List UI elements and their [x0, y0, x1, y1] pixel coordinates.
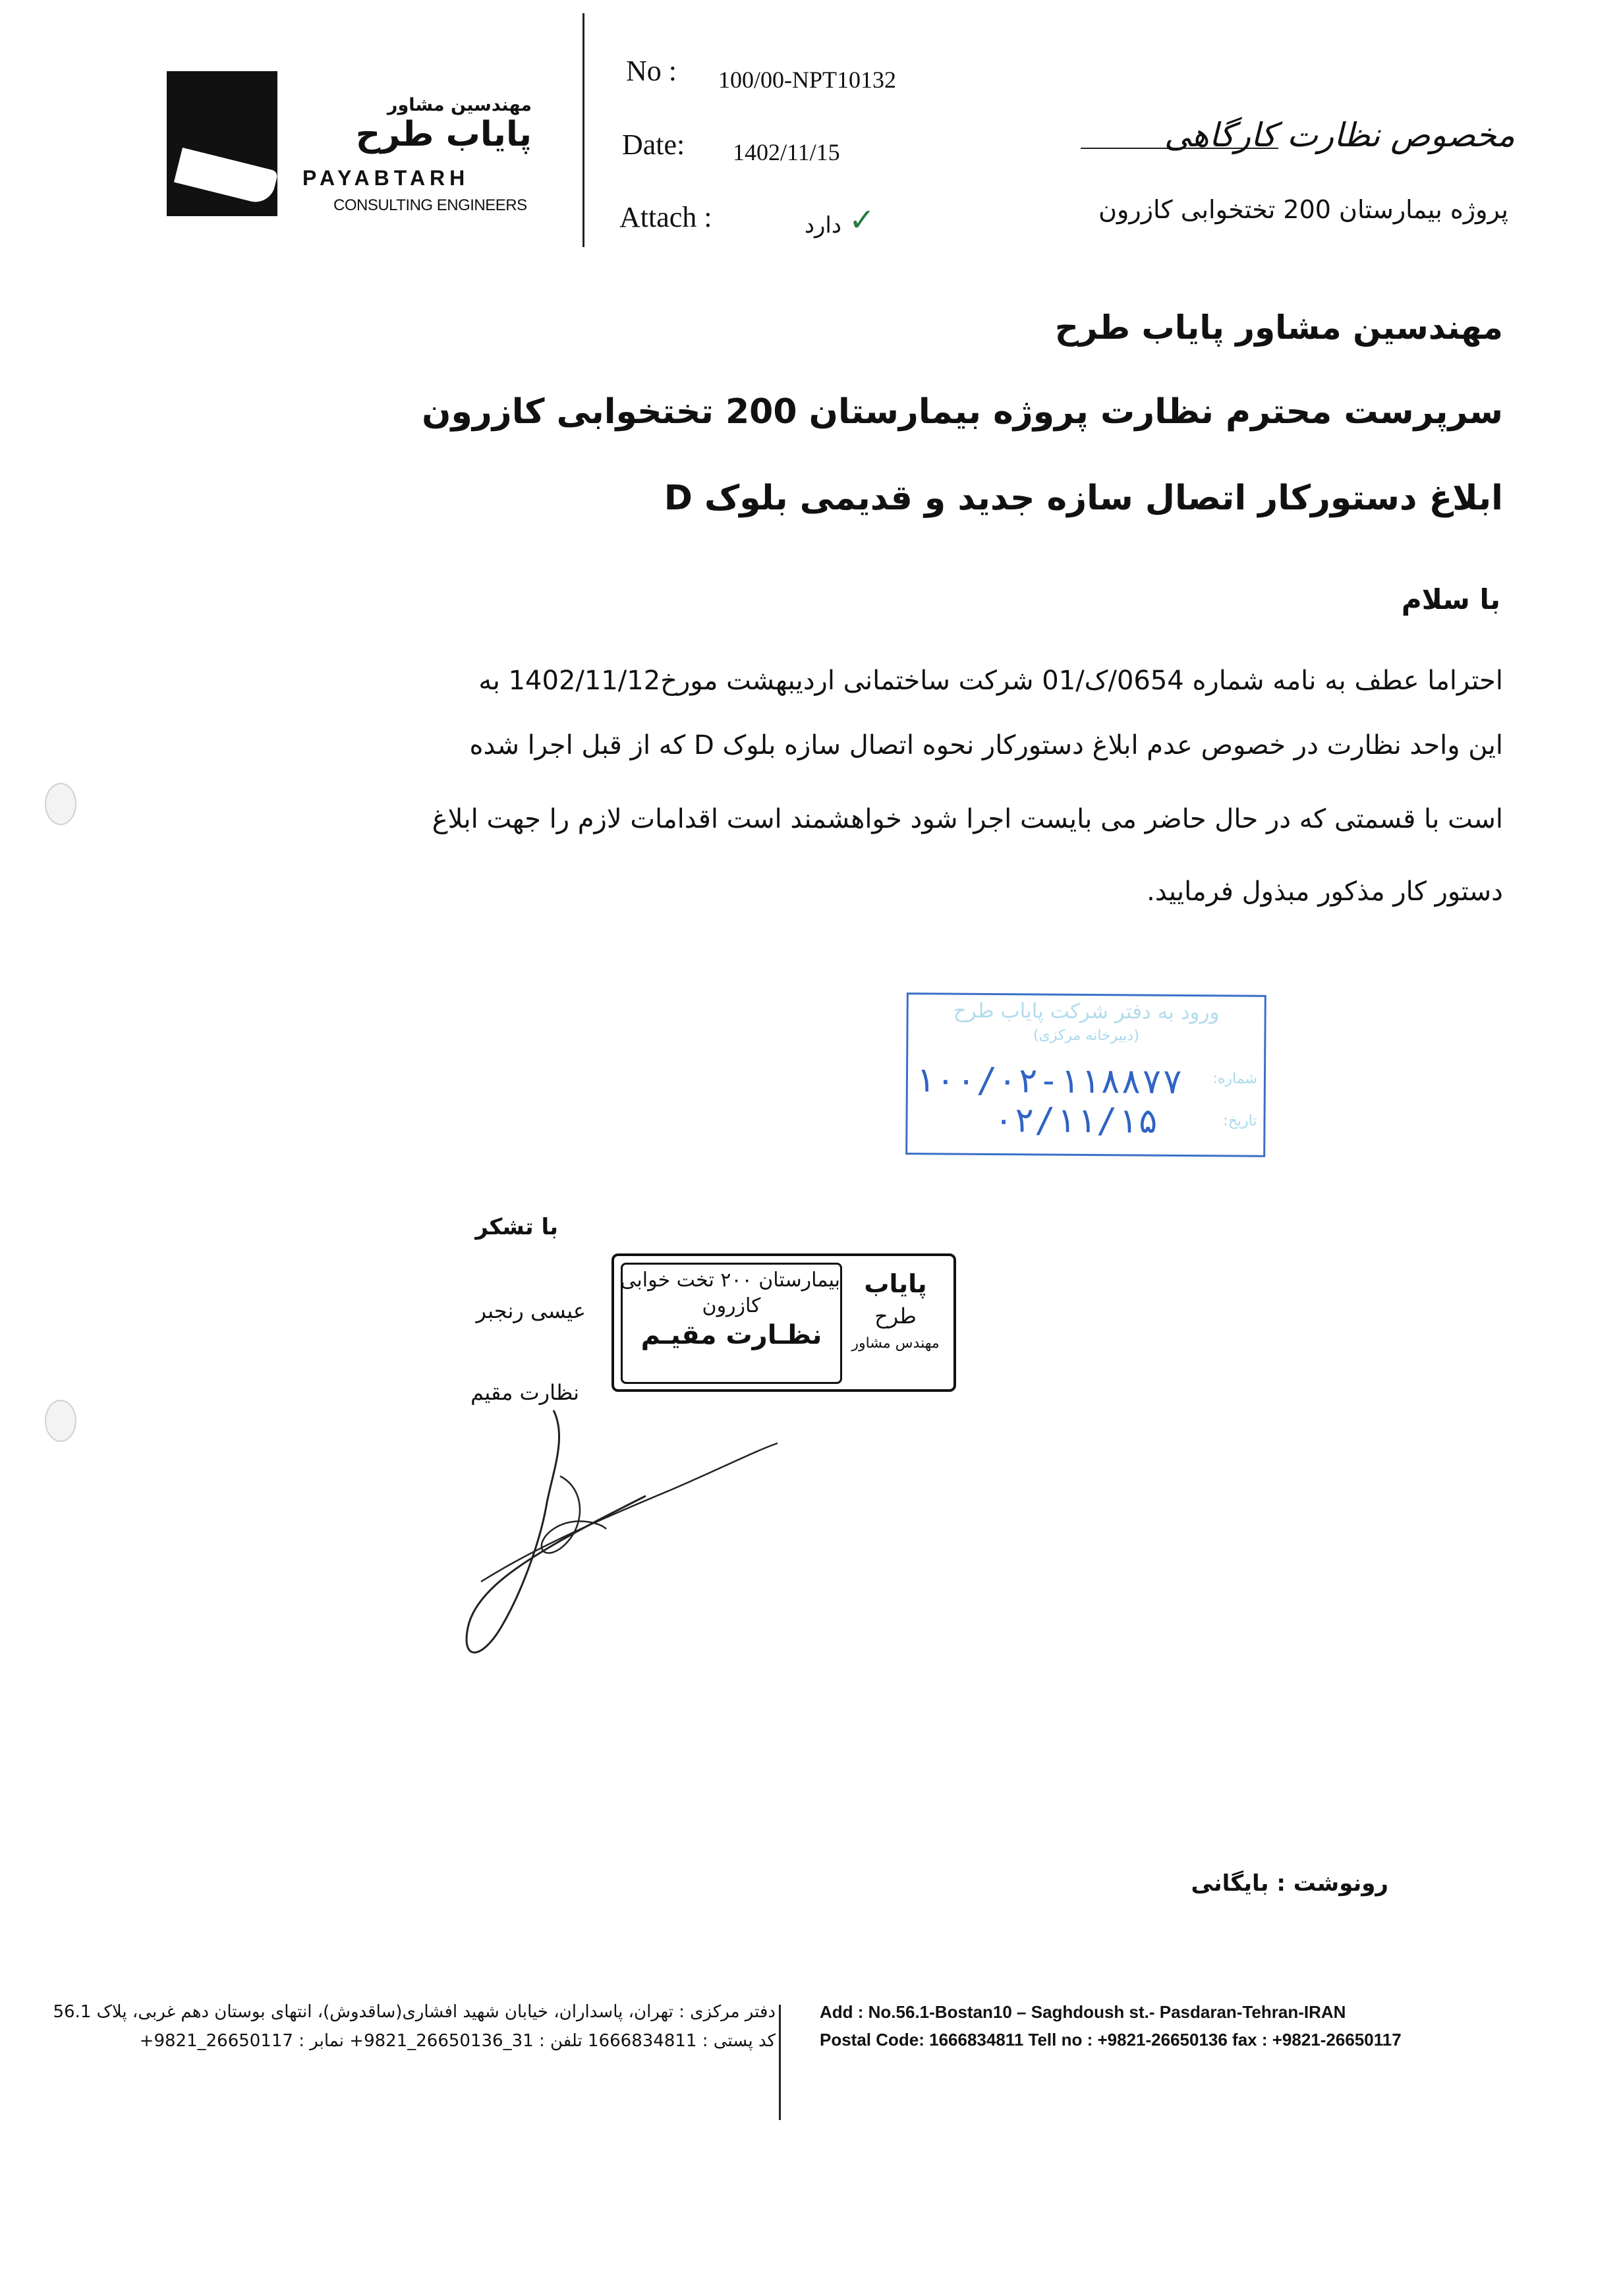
logo-tagline: CONSULTING ENGINEERS: [333, 196, 527, 214]
stamp-company-1: پایاب: [864, 1269, 927, 1298]
receipt-stamp: [905, 992, 1266, 1157]
stamp-company-3: مهندس مشاور: [851, 1335, 940, 1352]
stamp-company-2: طرح: [874, 1304, 917, 1329]
receipt-date: ۰۲/۱۱/۱۵: [993, 1101, 1159, 1141]
receipt-stamp-subtitle: (دبیرخانه مرکزی): [1033, 1027, 1139, 1045]
body-line: دستور کار مذکور مبذول فرمایید.: [1147, 876, 1503, 907]
binder-hole: [45, 1400, 76, 1442]
subject: ابلاغ دستورکار اتصال سازه جدید و قدیمی بلوک D: [664, 478, 1503, 518]
signer-name: عیسی رنجبر: [476, 1298, 586, 1323]
body-line: است با قسمتی که در حال حاضر می بایست اجرا شود خواهشمند است اقدامات لازم را جهت ابلاغ: [432, 804, 1503, 834]
stamp-line-1: بیمارستان ۲۰۰ تخت خوابی: [620, 1269, 840, 1292]
binder-hole: [45, 783, 76, 825]
receipt-date-label: تاریخ:: [1223, 1112, 1257, 1130]
closing-thanks: با تشکر: [475, 1214, 558, 1240]
supervision-stamp-company: [846, 1263, 945, 1380]
check-icon: ✓: [849, 202, 876, 239]
company-logo-mark: [167, 71, 277, 216]
stamp-line-2: کازرون: [702, 1294, 761, 1317]
logo-name-en: PAYABTARH: [302, 166, 470, 190]
receipt-stamp-title: ورود به دفتر شرکت پایاب طرح: [953, 998, 1220, 1025]
footer-contact-en: Postal Code: 1666834811 Tell no : +9821-26650136 fax : +9821-26650117: [820, 2030, 1402, 2050]
attach-label: Attach :: [619, 201, 712, 233]
carbon-copy: رونوشت : بایگانی: [1191, 1870, 1388, 1897]
date-label: Date:: [622, 129, 685, 161]
signature: [455, 1397, 797, 1674]
logo-name-fa: پایاب طرح: [355, 115, 532, 154]
project-line: پروژه بیمارستان 200 تختخوابی کازرون: [1098, 195, 1508, 224]
letter-date: 1402/11/15: [733, 139, 840, 165]
body-line: احتراما عطف به نامه شماره 0654/ک/01 شرکت ساختمانی اردیبهشت مورخ1402/11/12 به: [478, 666, 1503, 696]
no-label: No :: [626, 55, 677, 87]
receipt-number-label: شماره:: [1212, 1070, 1258, 1087]
header-divider: [582, 13, 584, 247]
org-title: مهندسین مشاور پایاب طرح: [1054, 308, 1503, 347]
receipt-number: ۱۰۰/۰۲-۱۱۸۸۷۷: [914, 1060, 1183, 1103]
footer-address-fa: دفتر مرکزی : تهران، پاسداران، خیابان شهید افشاری(ساقدوش)، انتهای بوستان دهم غربی، پلاک 56.1: [53, 2002, 776, 2022]
supervision-stamp: [611, 1253, 956, 1392]
footer-address-en: Add : No.56.1-Bostan10 – Saghdoush st.- Pasdaran-Tehran-IRAN: [820, 2002, 1346, 2022]
letter-number: 100/00-NPT10132: [718, 67, 896, 93]
footer-contact-fa: کد پستی : 1666834811 تلفن : 31_26650136_9821+ نمابر : 26650117_9821+: [139, 2031, 776, 2051]
attach-value: دارد: [804, 212, 841, 239]
supervision-stamp-main: [621, 1263, 842, 1384]
footer-divider: [779, 2005, 781, 2120]
recipient: سرپرست محترم نظارت پروژه بیمارستان 200 تختخوابی کازرون: [422, 392, 1503, 432]
body-line: این واحد نظارت در خصوص عدم ابلاغ دستورکار نحوه اتصال سازه بلوک D که از قبل اجرا شده: [469, 730, 1503, 761]
greeting: با سلام: [1401, 583, 1500, 616]
topic-text: مخصوص نظارت کارگاهی: [1164, 116, 1515, 154]
signer-role: نظارت مقیم: [470, 1380, 579, 1405]
stamp-line-3: نظـارت مقیـم: [640, 1320, 822, 1350]
logo-subtitle: مهندسین مشاور: [387, 95, 532, 115]
